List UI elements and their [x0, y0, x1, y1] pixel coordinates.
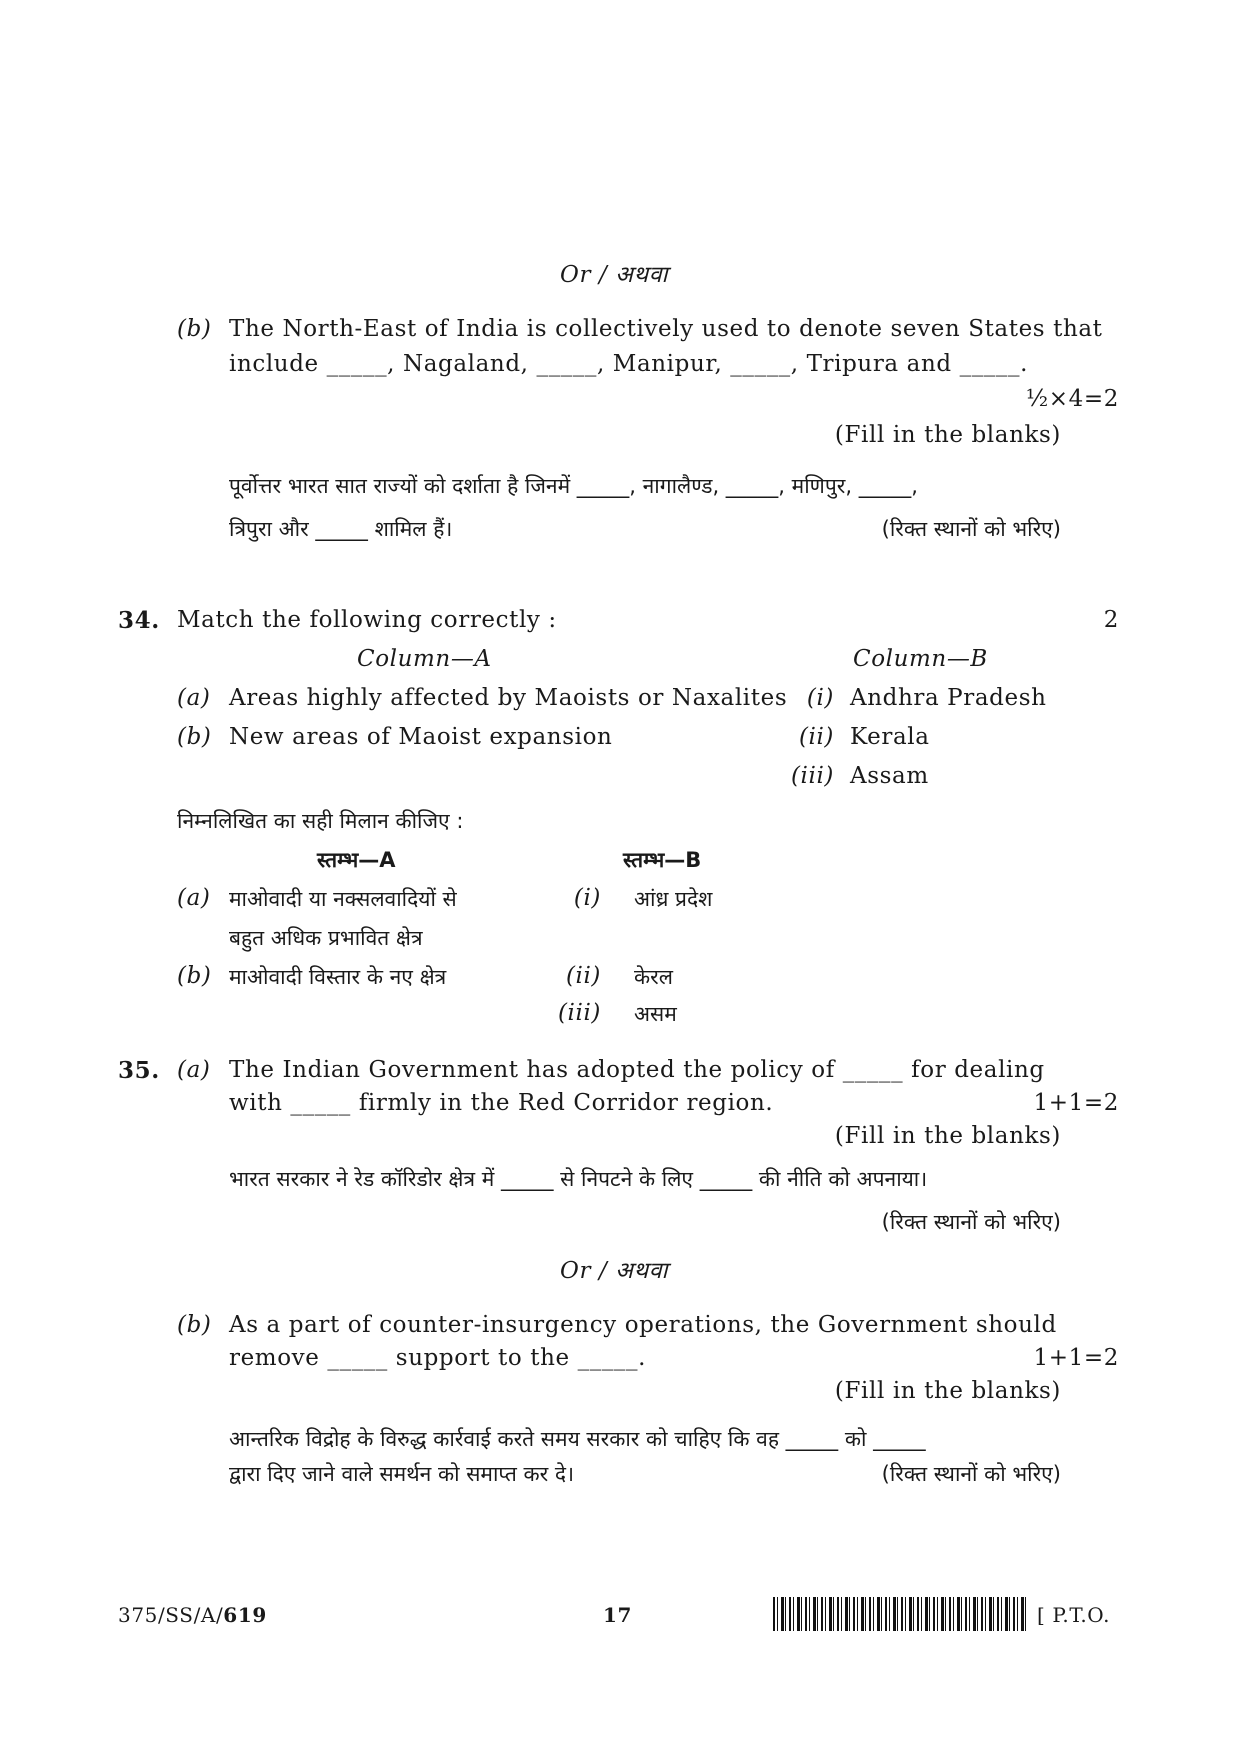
q35b-text-line2: remove _____ support to the _____.	[229, 1345, 647, 1371]
hindi-col-b-heading: स्तम्भ—B	[623, 848, 702, 872]
q33b-hindi-instruction: (रिक्त स्थानों को भरिए)	[881, 517, 1061, 541]
q33b-hindi-line2: त्रिपुरा और _____ शामिल हैं।	[229, 517, 453, 541]
pto-label: [ P.T.O.	[1037, 1603, 1111, 1627]
hindi-col-a-item-line1: माओवादी विस्तार के नए क्षेत्र	[229, 965, 447, 989]
q35b-hindi-instruction: (रिक्त स्थानों को भरिए)	[881, 1462, 1061, 1486]
hindi-col-a-item-line2: बहुत अधिक प्रभावित क्षेत्र	[229, 926, 423, 950]
hindi-col-b-item-label: (i)	[573, 885, 601, 911]
q33b-text-line2: include _____, Nagaland, _____, Manipur, _____, Tripura and _____.	[229, 351, 1029, 377]
or-divider-1: Or / अथवा	[560, 262, 669, 288]
q35a-hindi-line1: भारत सरकार ने रेड कॉरिडोर क्षेत्र में _____ से निपटने के लिए _____ की नीति को अपनाया।	[229, 1167, 928, 1191]
q33b-marks: ½×4=2	[1025, 386, 1119, 412]
paper-code	[118, 1603, 267, 1627]
q35b-hindi-line1: आन्तरिक विद्रोह के विरुद्ध कार्रवाई करते समय सरकार को चाहिए कि वह _____ को _____	[229, 1427, 926, 1451]
col-a-item-text: Areas highly affected by Maoists or Naxalites	[229, 685, 788, 711]
hindi-col-b-item-label: (iii)	[557, 1000, 601, 1026]
q35a-hindi-instruction: (रिक्त स्थानों को भरिए)	[881, 1210, 1061, 1234]
q35b-marks: 1+1=2	[1033, 1345, 1119, 1371]
paper-code-prefix: 375/SS/A/	[118, 1603, 224, 1627]
q35-number: 35.	[118, 1057, 160, 1084]
hindi-col-b-item-label: (ii)	[565, 963, 601, 989]
q35a-text-line2: with _____ firmly in the Red Corridor region.	[229, 1090, 774, 1116]
q34-marks: 2	[1103, 607, 1119, 633]
q35a-label: (a)	[177, 1057, 211, 1083]
col-a-heading: Column—A	[357, 646, 492, 672]
col-b-item-text: Assam	[850, 763, 929, 789]
col-a-item-text: New areas of Maoist expansion	[229, 724, 613, 750]
q33b-label: (b)	[177, 316, 212, 342]
col-a-item-label: (b)	[177, 724, 212, 750]
q35a-instruction: (Fill in the blanks)	[834, 1123, 1061, 1149]
q35b-text-line1: As a part of counter-insurgency operations, the Government should	[229, 1312, 1057, 1338]
q34-hindi-prompt: निम्नलिखित का सही मिलान कीजिए :	[177, 809, 464, 833]
q34-number: 34.	[118, 607, 160, 634]
col-b-item-label: (i)	[806, 685, 834, 711]
hindi-col-a-item-label: (a)	[177, 885, 211, 911]
hindi-col-b-item-text: केरल	[634, 965, 673, 989]
page-number: 17	[603, 1603, 633, 1627]
paper-code-number: 619	[223, 1603, 267, 1627]
col-b-item-text: Kerala	[850, 724, 930, 750]
col-b-item-label: (ii)	[798, 724, 834, 750]
q33b-instruction: (Fill in the blanks)	[834, 422, 1061, 448]
q33b-text-line1: The North-East of India is collectively used to denote seven States that	[229, 316, 1103, 342]
col-b-heading: Column—B	[853, 646, 988, 672]
q34-prompt: Match the following correctly :	[177, 607, 557, 633]
hindi-col-b-item-text: आंध्र प्रदेश	[634, 887, 713, 911]
hindi-col-a-item-line1: माओवादी या नक्सलवादियों से	[229, 887, 457, 911]
hindi-col-a-heading: स्तम्भ—A	[317, 848, 396, 872]
col-b-item-text: Andhra Pradesh	[850, 685, 1047, 711]
col-b-item-label: (iii)	[790, 763, 834, 789]
q35b-instruction: (Fill in the blanks)	[834, 1378, 1061, 1404]
hindi-col-b-item-text: असम	[634, 1002, 677, 1026]
q33b-hindi-line1: पूर्वोत्तर भारत सात राज्यों को दर्शाता है जिनमें _____, नागालैण्ड, _____, मणिपुर, _____,	[229, 474, 918, 498]
col-a-item-label: (a)	[177, 685, 211, 711]
q35b-label: (b)	[177, 1312, 212, 1338]
hindi-col-a-item-label: (b)	[177, 963, 212, 989]
q35b-hindi-line2: द्वारा दिए जाने वाले समर्थन को समाप्त कर दे।	[229, 1462, 575, 1486]
q35a-marks: 1+1=2	[1033, 1090, 1119, 1116]
or-divider-2: Or / अथवा	[560, 1258, 669, 1284]
barcode	[773, 1597, 1026, 1631]
q35a-text-line1: The Indian Government has adopted the policy of _____ for dealing	[229, 1057, 1045, 1083]
